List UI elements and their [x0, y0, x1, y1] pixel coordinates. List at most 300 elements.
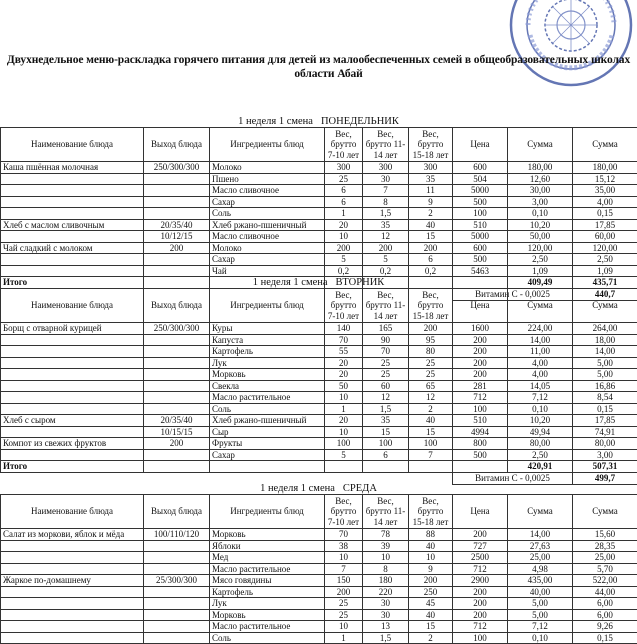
table-cell — [144, 540, 210, 552]
table-cell: 15,12 — [573, 173, 637, 185]
table-cell: Каша пшённая молочная — [1, 162, 144, 174]
column-header-price: Цена — [453, 128, 508, 162]
table-cell: 120,00 — [573, 242, 637, 254]
vitamin-label: Витамин С - 0,0025 — [453, 473, 573, 485]
table-cell: 40 — [409, 609, 453, 621]
table-cell: 35 — [363, 415, 409, 427]
menu-table — [0, 288, 637, 485]
column-header-dish: Наименование блюда — [1, 128, 144, 162]
table-row — [1, 173, 637, 185]
table-cell: 20 — [325, 415, 363, 427]
column-header-yield: Выход блюда — [144, 128, 210, 162]
column-header-yield: Выход блюда — [144, 289, 210, 323]
vitamin-label: Витамин С - 0,0025 — [453, 289, 573, 301]
table-cell: 70 — [325, 334, 363, 346]
table-cell: 1 — [325, 208, 363, 220]
table-cell: 25 — [325, 173, 363, 185]
table-cell: Мясо говядины — [210, 575, 325, 587]
column-header-sum2: Сумма — [573, 289, 637, 323]
empty-cell — [453, 461, 508, 473]
table-row — [1, 208, 637, 220]
table-cell: 6 — [409, 254, 453, 266]
table-cell: 45 — [409, 598, 453, 610]
table-row — [1, 403, 637, 415]
table-cell: 504 — [453, 173, 508, 185]
table-cell: 727 — [453, 540, 508, 552]
table-cell — [144, 369, 210, 381]
table-cell — [144, 346, 210, 358]
table-cell — [144, 334, 210, 346]
column-header-w1: Вес, брутто 7-10 лет — [325, 495, 363, 529]
empty-cell — [409, 461, 453, 473]
table-cell — [144, 254, 210, 266]
table-cell: 224,00 — [508, 323, 573, 335]
table-cell: 10 — [325, 231, 363, 243]
table-cell: 250/300/300 — [144, 162, 210, 174]
table-cell: 40,00 — [508, 586, 573, 598]
table-cell: 35 — [409, 173, 453, 185]
table-cell: 12 — [363, 231, 409, 243]
total-sum-2: 507,31 — [573, 461, 637, 473]
total-label: Итого — [1, 461, 144, 473]
table-cell: 300 — [409, 162, 453, 174]
table-cell — [1, 540, 144, 552]
table-cell: 0,2 — [325, 265, 363, 277]
table-cell: 17,85 — [573, 219, 637, 231]
table-cell: Морковь — [210, 609, 325, 621]
table-cell: 8,54 — [573, 392, 637, 404]
table-cell — [1, 265, 144, 277]
table-cell — [144, 586, 210, 598]
table-cell: 200 — [144, 242, 210, 254]
table-row — [1, 449, 637, 461]
column-header-w2: Вес, брутто 11-14 лет — [363, 289, 409, 323]
table-cell: Пшено — [210, 173, 325, 185]
table-cell — [1, 254, 144, 266]
total-row — [1, 461, 637, 473]
table-cell: 14,05 — [508, 380, 573, 392]
table-row — [1, 357, 637, 369]
table-cell: 1,5 — [363, 403, 409, 415]
table-cell — [144, 609, 210, 621]
table-cell: 300 — [363, 162, 409, 174]
table-cell: 11,00 — [508, 346, 573, 358]
table-row — [1, 609, 637, 621]
column-header-sum2: Сумма — [573, 495, 637, 529]
column-header-price: Цена — [453, 289, 508, 323]
table-cell: 70 — [363, 346, 409, 358]
table-cell — [1, 392, 144, 404]
table-cell: 600 — [453, 162, 508, 174]
table-cell: 10/12/15 — [144, 231, 210, 243]
table-cell: 25,00 — [508, 552, 573, 564]
table-cell: 9 — [409, 196, 453, 208]
table-cell: 25 — [363, 357, 409, 369]
table-cell: 90 — [363, 334, 409, 346]
column-header-price: Цена — [453, 495, 508, 529]
table-cell: 30 — [363, 598, 409, 610]
table-cell: 10 — [325, 621, 363, 633]
table-cell: 180 — [363, 575, 409, 587]
table-row — [1, 323, 637, 335]
table-cell — [1, 369, 144, 381]
table-cell: 1 — [325, 632, 363, 644]
table-cell: 20 — [325, 369, 363, 381]
table-cell: 712 — [453, 563, 508, 575]
table-cell: 281 — [453, 380, 508, 392]
table-cell: 15 — [409, 426, 453, 438]
table-cell — [144, 357, 210, 369]
table-cell — [144, 265, 210, 277]
column-header-w3: Вес, брутто 15-18 лет — [409, 289, 453, 323]
table-row — [1, 563, 637, 575]
table-cell — [144, 392, 210, 404]
table-cell: 1,09 — [508, 265, 573, 277]
table-cell: Морковь — [210, 529, 325, 541]
table-cell — [1, 196, 144, 208]
table-cell: Мед — [210, 552, 325, 564]
table-cell — [144, 403, 210, 415]
table-cell: Лук — [210, 598, 325, 610]
table-cell: 10 — [325, 552, 363, 564]
table-cell: 8 — [363, 196, 409, 208]
table-header-row — [1, 495, 637, 529]
table-cell: 20 — [325, 219, 363, 231]
table-row — [1, 334, 637, 346]
table-cell: 0,2 — [363, 265, 409, 277]
table-row — [1, 185, 637, 197]
table-cell: 49,94 — [508, 426, 573, 438]
table-row — [1, 426, 637, 438]
table-cell: 50 — [325, 380, 363, 392]
table-cell: 500 — [453, 449, 508, 461]
table-cell: 200 — [325, 586, 363, 598]
table-cell: 5,00 — [573, 357, 637, 369]
table-cell: 2 — [409, 403, 453, 415]
table-cell: 6,00 — [573, 598, 637, 610]
table-cell: 712 — [453, 392, 508, 404]
table-cell: 15 — [409, 621, 453, 633]
table-cell: Свекла — [210, 380, 325, 392]
column-header-w2: Вес, брутто 11-14 лет — [363, 495, 409, 529]
table-cell: 4994 — [453, 426, 508, 438]
table-cell: 0,10 — [508, 403, 573, 415]
table-cell: 0,15 — [573, 208, 637, 220]
table-cell: 200 — [453, 369, 508, 381]
week-label: 1 неделя 1 смена — [253, 277, 328, 288]
week-label: 1 неделя 1 смена — [260, 483, 335, 494]
week-label: 1 неделя 1 смена — [238, 116, 313, 127]
table-row — [1, 552, 637, 564]
table-cell: 200 — [453, 334, 508, 346]
table-cell: 220 — [363, 586, 409, 598]
table-cell: Куры — [210, 323, 325, 335]
table-cell: Хлеб ржано-пшеничный — [210, 219, 325, 231]
table-cell: 500 — [453, 196, 508, 208]
table-header-row — [1, 289, 637, 323]
menu-table — [0, 127, 637, 301]
table-cell: Молоко — [210, 242, 325, 254]
table-row — [1, 346, 637, 358]
table-cell: 35 — [363, 219, 409, 231]
table-cell — [144, 563, 210, 575]
table-cell: 100/110/120 — [144, 529, 210, 541]
table-cell: 100 — [325, 438, 363, 450]
table-cell — [144, 196, 210, 208]
table-cell: 74,91 — [573, 426, 637, 438]
table-cell — [144, 208, 210, 220]
table-cell: 300 — [325, 162, 363, 174]
table-cell: 40 — [409, 219, 453, 231]
table-cell: 5000 — [453, 185, 508, 197]
table-cell: 6 — [325, 185, 363, 197]
table-cell: Салат из моркови, яблок и мёда — [1, 529, 144, 541]
table-cell: 522,00 — [573, 575, 637, 587]
column-header-w1: Вес, брутто 7-10 лет — [325, 128, 363, 162]
table-cell: 7 — [325, 563, 363, 575]
table-cell: 1 — [325, 403, 363, 415]
table-row — [1, 265, 637, 277]
table-cell: 4,00 — [508, 357, 573, 369]
table-cell: 50,00 — [508, 231, 573, 243]
table-cell: Сахар — [210, 196, 325, 208]
table-cell: Масло растительное — [210, 563, 325, 575]
table-cell: 14,00 — [573, 346, 637, 358]
table-cell: 10 — [325, 392, 363, 404]
table-cell — [144, 173, 210, 185]
table-cell: 12 — [363, 392, 409, 404]
empty-cell — [325, 461, 363, 473]
table-cell: Масло растительное — [210, 392, 325, 404]
table-cell — [144, 185, 210, 197]
table-cell — [144, 380, 210, 392]
table-cell: Картофель — [210, 346, 325, 358]
table-row — [1, 575, 637, 587]
table-cell — [1, 586, 144, 598]
table-cell: 4,00 — [573, 196, 637, 208]
table-cell: 200 — [453, 609, 508, 621]
table-cell: Масло растительное — [210, 621, 325, 633]
table-cell: Масло сливочное — [210, 231, 325, 243]
table-row — [1, 219, 637, 231]
vitamin-value: 499,7 — [573, 473, 637, 485]
table-cell: 25/300/300 — [144, 575, 210, 587]
table-cell: 9,26 — [573, 621, 637, 633]
table-cell: 16,86 — [573, 380, 637, 392]
table-cell — [1, 598, 144, 610]
table-cell: 264,00 — [573, 323, 637, 335]
empty-cell — [363, 461, 409, 473]
table-row — [1, 415, 637, 427]
table-cell: Масло сливочное — [210, 185, 325, 197]
table-cell: 2900 — [453, 575, 508, 587]
column-header-ingredients: Ингредиенты блюд — [210, 128, 325, 162]
table-cell: 28,35 — [573, 540, 637, 552]
table-cell: 5,00 — [573, 369, 637, 381]
table-cell: 40 — [409, 540, 453, 552]
column-header-sum1: Сумма — [508, 128, 573, 162]
table-cell: 5,70 — [573, 563, 637, 575]
table-cell: 200 — [325, 242, 363, 254]
table-cell: 30 — [363, 173, 409, 185]
table-cell: 140 — [325, 323, 363, 335]
table-cell — [1, 621, 144, 633]
table-cell: 6 — [325, 196, 363, 208]
vitamin-value: 440,7 — [573, 289, 637, 301]
table-cell: 15,60 — [573, 529, 637, 541]
table-cell: 2,50 — [573, 254, 637, 266]
table-cell: 9 — [409, 563, 453, 575]
table-cell: 6,00 — [573, 609, 637, 621]
table-cell: 200 — [144, 438, 210, 450]
column-header-w3: Вес, брутто 15-18 лет — [409, 495, 453, 529]
table-cell — [1, 380, 144, 392]
table-cell: 27,63 — [508, 540, 573, 552]
table-cell: 510 — [453, 219, 508, 231]
table-cell: 60 — [363, 380, 409, 392]
table-cell — [144, 598, 210, 610]
table-cell: 14,00 — [508, 529, 573, 541]
table-cell: 0,15 — [573, 403, 637, 415]
table-cell: 5 — [325, 449, 363, 461]
table-cell: Сыр — [210, 426, 325, 438]
table-cell — [1, 185, 144, 197]
table-cell: 13 — [363, 621, 409, 633]
column-header-dish: Наименование блюда — [1, 495, 144, 529]
table-cell: 15 — [363, 426, 409, 438]
table-cell: 100 — [453, 632, 508, 644]
table-cell: 200 — [453, 346, 508, 358]
table-cell: 80,00 — [508, 438, 573, 450]
table-cell: Лук — [210, 357, 325, 369]
table-cell: 70 — [325, 529, 363, 541]
table-cell — [1, 357, 144, 369]
column-header-sum1: Сумма — [508, 495, 573, 529]
table-row — [1, 598, 637, 610]
table-cell — [1, 609, 144, 621]
table-cell: 7 — [409, 449, 453, 461]
table-cell: 2,50 — [508, 449, 573, 461]
table-cell: 250/300/300 — [144, 323, 210, 335]
table-row — [1, 621, 637, 633]
table-cell: Фрукты — [210, 438, 325, 450]
table-cell: 25 — [325, 609, 363, 621]
table-cell — [144, 449, 210, 461]
table-cell: 25 — [325, 598, 363, 610]
table-cell: 250 — [409, 586, 453, 598]
table-cell: Соль — [210, 208, 325, 220]
table-cell: 5,00 — [508, 609, 573, 621]
table-cell: 14,00 — [508, 334, 573, 346]
table-cell: 20/35/40 — [144, 415, 210, 427]
table-cell: Морковь — [210, 369, 325, 381]
table-cell: 120,00 — [508, 242, 573, 254]
table-cell — [1, 563, 144, 575]
table-cell: 20/35/40 — [144, 219, 210, 231]
table-cell: 1,09 — [573, 265, 637, 277]
table-cell: 18,00 — [573, 334, 637, 346]
table-cell: 2,50 — [508, 254, 573, 266]
table-cell: Компот из свежих фруктов — [1, 438, 144, 450]
table-cell: 10 — [409, 552, 453, 564]
table-cell: 100 — [409, 438, 453, 450]
table-cell: 0,10 — [508, 632, 573, 644]
day-label: СРЕДА — [343, 483, 377, 494]
table-row — [1, 632, 637, 644]
table-cell: 95 — [409, 334, 453, 346]
total-sum-2: 435,71 — [573, 277, 637, 289]
table-cell: 3,00 — [573, 449, 637, 461]
table-cell: 25 — [409, 369, 453, 381]
table-cell: Жаркое по-домашнему — [1, 575, 144, 587]
table-cell: 7,12 — [508, 392, 573, 404]
table-cell — [1, 231, 144, 243]
table-cell: 60,00 — [573, 231, 637, 243]
table-cell: 80 — [409, 346, 453, 358]
table-row — [1, 231, 637, 243]
column-header-yield: Выход блюда — [144, 495, 210, 529]
column-header-ingredients: Ингредиенты блюд — [210, 495, 325, 529]
table-cell: Соль — [210, 403, 325, 415]
table-cell — [1, 632, 144, 644]
table-cell: 200 — [409, 323, 453, 335]
table-cell: 200 — [453, 357, 508, 369]
page-title: Двухнедельное меню-раскладка горячего питания для детей из малообеспеченных семей в общеобразовательных школах области Абай — [0, 53, 637, 81]
table-cell: 200 — [363, 242, 409, 254]
table-cell — [144, 552, 210, 564]
column-header-sum2: Сумма — [573, 128, 637, 162]
column-header-ingredients: Ингредиенты блюд — [210, 289, 325, 323]
column-header-w2: Вес, брутто 11-14 лет — [363, 128, 409, 162]
table-cell: 30 — [363, 609, 409, 621]
table-row — [1, 438, 637, 450]
table-cell: Молоко — [210, 162, 325, 174]
table-cell: Хлеб ржано-пшеничный — [210, 415, 325, 427]
total-sum-1: 409,49 — [508, 277, 573, 289]
table-cell: 4,00 — [508, 369, 573, 381]
table-cell: 3,00 — [508, 196, 573, 208]
table-cell: Картофель — [210, 586, 325, 598]
table-cell: 5000 — [453, 231, 508, 243]
table-cell: 30,00 — [508, 185, 573, 197]
table-cell: 10,20 — [508, 415, 573, 427]
table-cell: 100 — [453, 208, 508, 220]
table-cell: 100 — [363, 438, 409, 450]
table-cell: 0,2 — [409, 265, 453, 277]
table-cell: Сахар — [210, 449, 325, 461]
table-cell: 10,20 — [508, 219, 573, 231]
table-row — [1, 242, 637, 254]
menu-table — [0, 494, 637, 644]
table-cell: 5 — [363, 254, 409, 266]
table-cell: 17,85 — [573, 415, 637, 427]
table-cell: 100 — [453, 403, 508, 415]
table-cell: 800 — [453, 438, 508, 450]
table-cell: 2 — [409, 632, 453, 644]
column-header-w1: Вес, брутто 7-10 лет — [325, 289, 363, 323]
table-cell: 25 — [363, 369, 409, 381]
table-cell — [1, 346, 144, 358]
table-row — [1, 540, 637, 552]
table-cell: 10/15/15 — [144, 426, 210, 438]
table-cell: 600 — [453, 242, 508, 254]
table-cell: 435,00 — [508, 575, 573, 587]
table-cell — [144, 621, 210, 633]
table-cell: 712 — [453, 621, 508, 633]
table-cell: 5 — [325, 254, 363, 266]
table-row — [1, 529, 637, 541]
table-cell: 80,00 — [573, 438, 637, 450]
